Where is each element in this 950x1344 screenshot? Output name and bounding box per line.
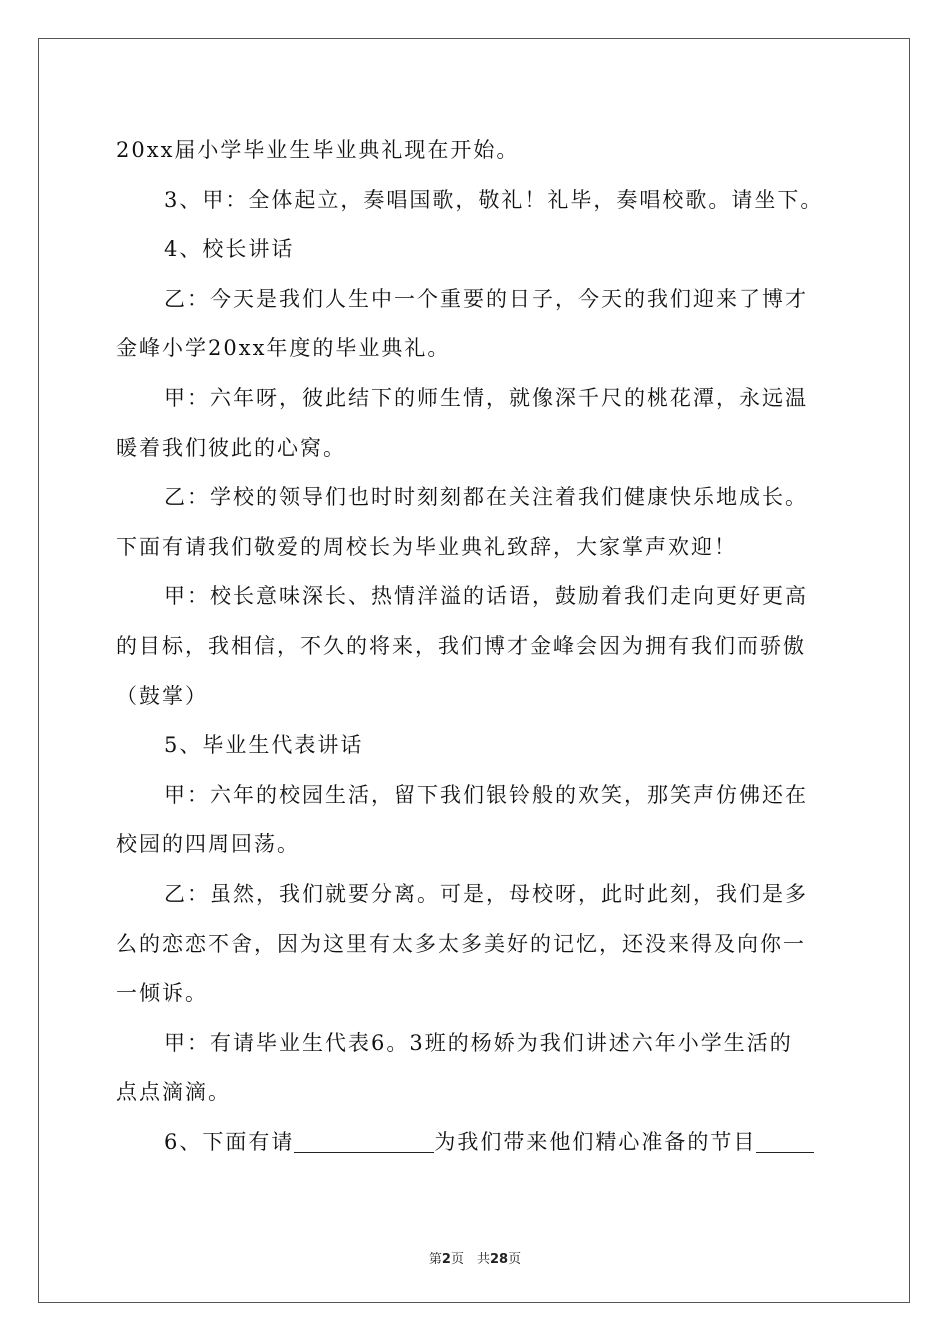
paragraph-line: 3、甲：全体起立，奏唱国歌，敬礼！礼毕，奏唱校歌。请坐下。 xyxy=(164,187,824,212)
section-heading: 4、校长讲话 xyxy=(164,237,295,262)
page-label-suffix: 页 xyxy=(508,1252,522,1267)
current-page-number: 2 xyxy=(441,1252,451,1267)
paragraph-line: 下面有请我们敬爱的周校长为毕业典礼致辞，大家掌声欢迎！ xyxy=(116,534,737,559)
paragraph-line: 金峰小学20xx年度的毕业典礼。 xyxy=(116,336,451,361)
fill-in-middle: 为我们带来他们精心准备的节目 xyxy=(434,1129,757,1154)
paragraph-line: 甲：六年呀，彼此结下的师生情，就像深千尺的桃花潭，永远温 xyxy=(164,385,808,410)
paragraph-line: 甲：六年的校园生活，留下我们银铃般的欢笑，那笑声仿佛还在 xyxy=(164,782,808,807)
fill-in-prefix: 6、下面有请 xyxy=(164,1129,295,1154)
paragraph-line: 点点滴滴。 xyxy=(116,1080,231,1105)
page-footer xyxy=(0,1248,950,1267)
section-heading: 5、毕业生代表讲话 xyxy=(164,733,364,758)
paragraph-line: 乙：学校的领导们也时时刻刻都在关注着我们健康快乐地成长。 xyxy=(164,485,808,510)
paragraph-line: 一倾诉。 xyxy=(116,981,208,1006)
document-body xyxy=(116,126,836,1167)
fill-in-blank xyxy=(294,1128,434,1153)
paragraph-line: 甲：校长意味深长、热情洋溢的话语，鼓励着我们走向更好更高 xyxy=(164,584,808,609)
page-label-mid: 页 共 xyxy=(450,1252,490,1267)
paragraph-line: （鼓掌） xyxy=(116,683,208,708)
paragraph-line: 乙：今天是我们人生中一个重要的日子，今天的我们迎来了博才 xyxy=(164,286,808,311)
page-label-prefix: 第 xyxy=(428,1252,442,1267)
paragraph-line: 校园的四周回荡。 xyxy=(116,832,300,857)
paragraph-line: 乙：虽然，我们就要分离。可是，母校呀，此时此刻，我们是多 xyxy=(164,881,808,906)
paragraph-line: 20xx届小学毕业生毕业典礼现在开始。 xyxy=(116,138,520,162)
paragraph-line: 么的恋恋不舍，因为这里有太多太多美好的记忆，还没来得及向你一 xyxy=(116,931,806,956)
fill-in-line xyxy=(116,1118,836,1168)
fill-in-blank xyxy=(756,1128,814,1153)
total-page-number: 28 xyxy=(489,1252,509,1267)
paragraph-line: 暖着我们彼此的心窝。 xyxy=(116,435,346,460)
paragraph-line: 的目标，我相信，不久的将来，我们博才金峰会因为拥有我们而骄傲 xyxy=(116,633,806,658)
paragraph-line: 甲：有请毕业生代表6。3班的杨娇为我们讲述六年小学生活的 xyxy=(164,1030,793,1055)
